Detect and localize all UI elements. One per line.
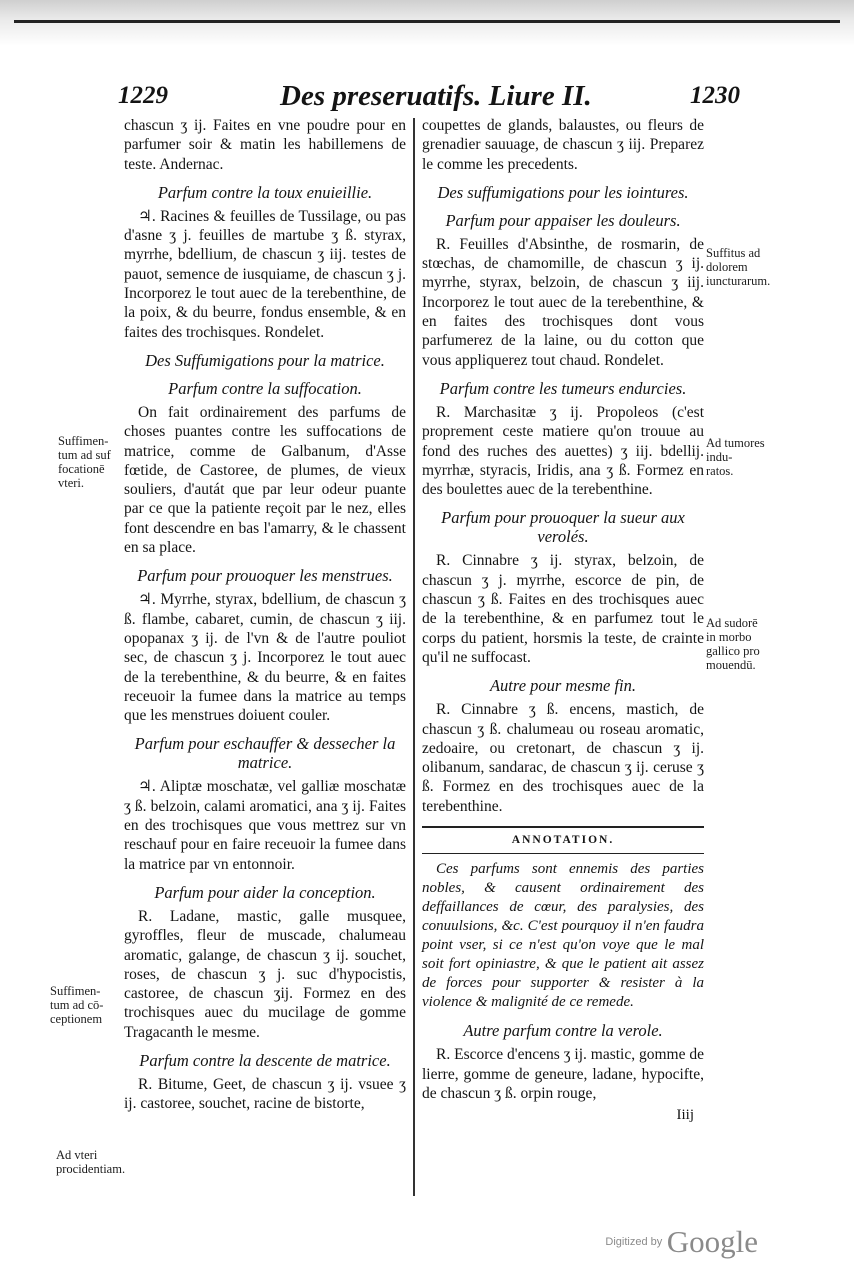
paragraph: coupettes de glands, balaustes, ou fleurs de grenadier sauuage, de chascun ʒ iij. Preparez le comme les precedents. xyxy=(422,117,704,173)
margin-note-line: in morbo xyxy=(706,630,752,644)
margin-note-line: tum ad suf xyxy=(58,448,111,462)
section-heading: Des Suffumigations pour la matrice. xyxy=(145,350,385,370)
margin-note-procidentia xyxy=(56,1148,126,1176)
paragraph: chascun ʒ ij. Faites en vne poudre pour en parfumer soir & matin les habillemens de teste. Andernac. xyxy=(124,117,406,173)
watermark-brand: Google xyxy=(666,1224,758,1259)
section-heading: Parfum pour appaiser les douleurs. xyxy=(445,210,681,230)
column-divider xyxy=(413,118,415,1196)
section-heading: Parfum pour eschauffer & dessecher la matrice. xyxy=(134,734,396,773)
section-heading: Parfum pour aider la conception. xyxy=(154,882,376,902)
paragraph: R. Ladane, mastic, galle musquee, gyroffles, fleur de muscade, chalumeau aromatic, galange, de chascun ʒ ij. souchet, roses, de chascun ʒ j. suc d'hypocistis, castoree, de chascun ʒij. Formez en des trochisques auec du mucilage de gomme Tragacanth le mesme. xyxy=(124,907,406,1041)
margin-note-line: Ad vteri xyxy=(56,1148,98,1162)
margin-note-line: Suffimen- xyxy=(58,434,109,448)
margin-note-joints xyxy=(706,246,786,288)
left-column xyxy=(124,116,406,1117)
margin-note-line: ceptionem xyxy=(50,1012,103,1026)
margin-note-line: mouendū. xyxy=(706,658,756,672)
section-heading: Autre parfum contre la verole. xyxy=(463,1021,663,1041)
paragraph: R. Marchasitæ ʒ ij. Propoleos (c'est proprement ceste matiere qu'on trouue au fond des ruches des auettes) ʒ iij. bdellij. myrrhæ, styracis, Iridis, ana ʒ ß. Formez en des boulettes auec de la terebenthine. xyxy=(422,403,704,499)
running-title: Des preseruatifs. Liure II. xyxy=(280,80,592,112)
margin-note-line: Ad sudorē xyxy=(706,616,758,630)
margin-note-line: iuncturarum. xyxy=(706,274,771,288)
section-heading: Parfum pour prouoquer les menstrues. xyxy=(137,566,393,586)
margin-note-line: Ad tumores indu- xyxy=(706,436,765,464)
paragraph: R. Cinnabre ʒ ß. encens, mastich, de chascun ʒ ß. chalumeau ou roseau aromatic, zedoaire, ou cretonart, de chascun ʒ ij. olibanum, sandarac, de chascun ʒ ij. ceruse ʒ ß. Formez en des trochisques auec de la terebenthine. xyxy=(422,701,704,815)
paragraph: R. Bitume, Geet, de chascun ʒ ij. vsuee ʒ ij. castoree, souchet, racine de bistorte, xyxy=(124,1075,406,1113)
margin-note-line: vteri. xyxy=(58,476,85,490)
signature-mark: Iiij xyxy=(676,1107,694,1124)
folio-right: 1230 xyxy=(690,82,740,109)
margin-note-line: dolorem xyxy=(706,260,748,274)
paragraph: R. Escorce d'encens ʒ ij. mastic, gomme de lierre, gomme de geneure, ladane, hypocifte, de chascun ʒ ß. orpin rouge, xyxy=(422,1046,704,1102)
paragraph: R. Feuilles d'Absinthe, de rosmarin, de stœchas, de chamomille, de chascun ʒ ij. myrrhe, styrax, belzoin, de chascun ʒ iij. Incorporez le tout auec de la terebenthine, & en faites des trochisques dont vous parfumerez de la laine, ou du cotton que vous appliquerez tout chaud. Rondelet. xyxy=(422,235,704,369)
scan-edge xyxy=(0,0,854,46)
margin-note-tumors xyxy=(706,436,776,478)
digitization-watermark xyxy=(605,1224,758,1260)
margin-note-sweat xyxy=(706,616,786,672)
top-rule xyxy=(14,20,840,23)
margin-note-conception xyxy=(50,984,122,1026)
margin-note-line: ratos. xyxy=(706,464,734,478)
watermark-prefix: Digitized by xyxy=(605,1236,663,1248)
section-heading: Parfum contre les tumeurs endurcies. xyxy=(439,378,687,398)
paragraph: On fait ordinairement des parfums de choses puantes contre les suffocations de matrice, comme de Galbanum, d'Asse fœtide, de Castoree, de plumes, de vieux souliers, d'autát que par leur odeur puante par ce que la patiente reçoit par le nez, elles font descendre en bas l'amarry, & le chassent en sa place. xyxy=(124,403,406,557)
folio-left: 1229 xyxy=(118,82,168,109)
margin-note-line: procidentiam. xyxy=(56,1162,126,1176)
annotation-text: Ces parfums sont ennemis des parties nobles, & causent ordinairement des deffaillances de cœur, des paralysies, des conuulsions, &c. C'est pourquoy il n'en faudra point vser, si ce n'est qu'on voye que le mal soit fort opiniastre, & que le patient ait assez de forces pour supporter & resister à la violence & malignité de ce remede. xyxy=(422,861,704,1011)
section-heading: Parfum contre la descente de matrice. xyxy=(139,1050,391,1070)
section-heading: Autre pour mesme fin. xyxy=(489,676,637,696)
section-heading: Parfum contre la suffocation. xyxy=(168,378,362,398)
margin-note-suffocation xyxy=(58,434,122,490)
paragraph: R. Cinnabre ʒ ij. styrax, belzoin, de chascun ʒ j. myrrhe, escorce de pin, de chascun ʒ ß. Faites en des trochisques auec de la terebenthine, & en parfumez tout le corps du patient, horsmis la teste, de crainte qu'il ne suffocast. xyxy=(422,552,704,666)
page-header xyxy=(110,80,740,114)
paragraph: ♃. Racines & feuilles de Tussilage, ou pas d'asne ʒ j. feuilles de martube ʒ ß. styrax, myrrhe, bdellium, de chascun ʒ iij. testes de pauot, semence de iusquiame, de chascun ʒ j. Incorporez le tout auec de la terebenthine, de la poix, & du beurre, fondus ensemble, & en faites des trochisques. Rondelet. xyxy=(124,207,406,341)
margin-note-line: Suffimen- xyxy=(50,984,101,998)
section-heading: Parfum pour prouoquer la sueur aux verolés. xyxy=(441,508,685,547)
margin-note-line: focationē xyxy=(58,462,105,476)
margin-note-line: Suffitus ad xyxy=(706,246,761,260)
margin-note-line: tum ad cō- xyxy=(50,998,104,1012)
margin-note-line: gallico pro xyxy=(706,644,760,658)
paragraph: ♃. Myrrhe, styrax, bdellium, de chascun ʒ ß. flambe, cabaret, cumin, de chascun ʒ iij. opopanax ʒ ij. de l'vn & de l'autre pouliot sec, de chascun ʒ j. Incorporez le tout auec de la terebenthine, & du beurre, & en faites receuoir la fumee dans la matrice au temps que les menstrues doiuent couler. xyxy=(124,591,406,725)
right-column xyxy=(422,116,704,1126)
annotation-label: ANNOTATION. xyxy=(422,826,704,854)
section-heading: Des suffumigations pour les iointures. xyxy=(437,182,689,202)
section-heading: Parfum contre la toux enuieillie. xyxy=(157,182,373,202)
paragraph: ♃. Aliptæ moschatæ, vel galliæ moschatæ ʒ ß. belzoin, calami aromatici, ana ʒ ij. Faites en des trochisques que vous mettrez sur vn reschauf pour en faire receuoir la fumee dans la matrice par vn entonnoir. xyxy=(124,778,406,873)
